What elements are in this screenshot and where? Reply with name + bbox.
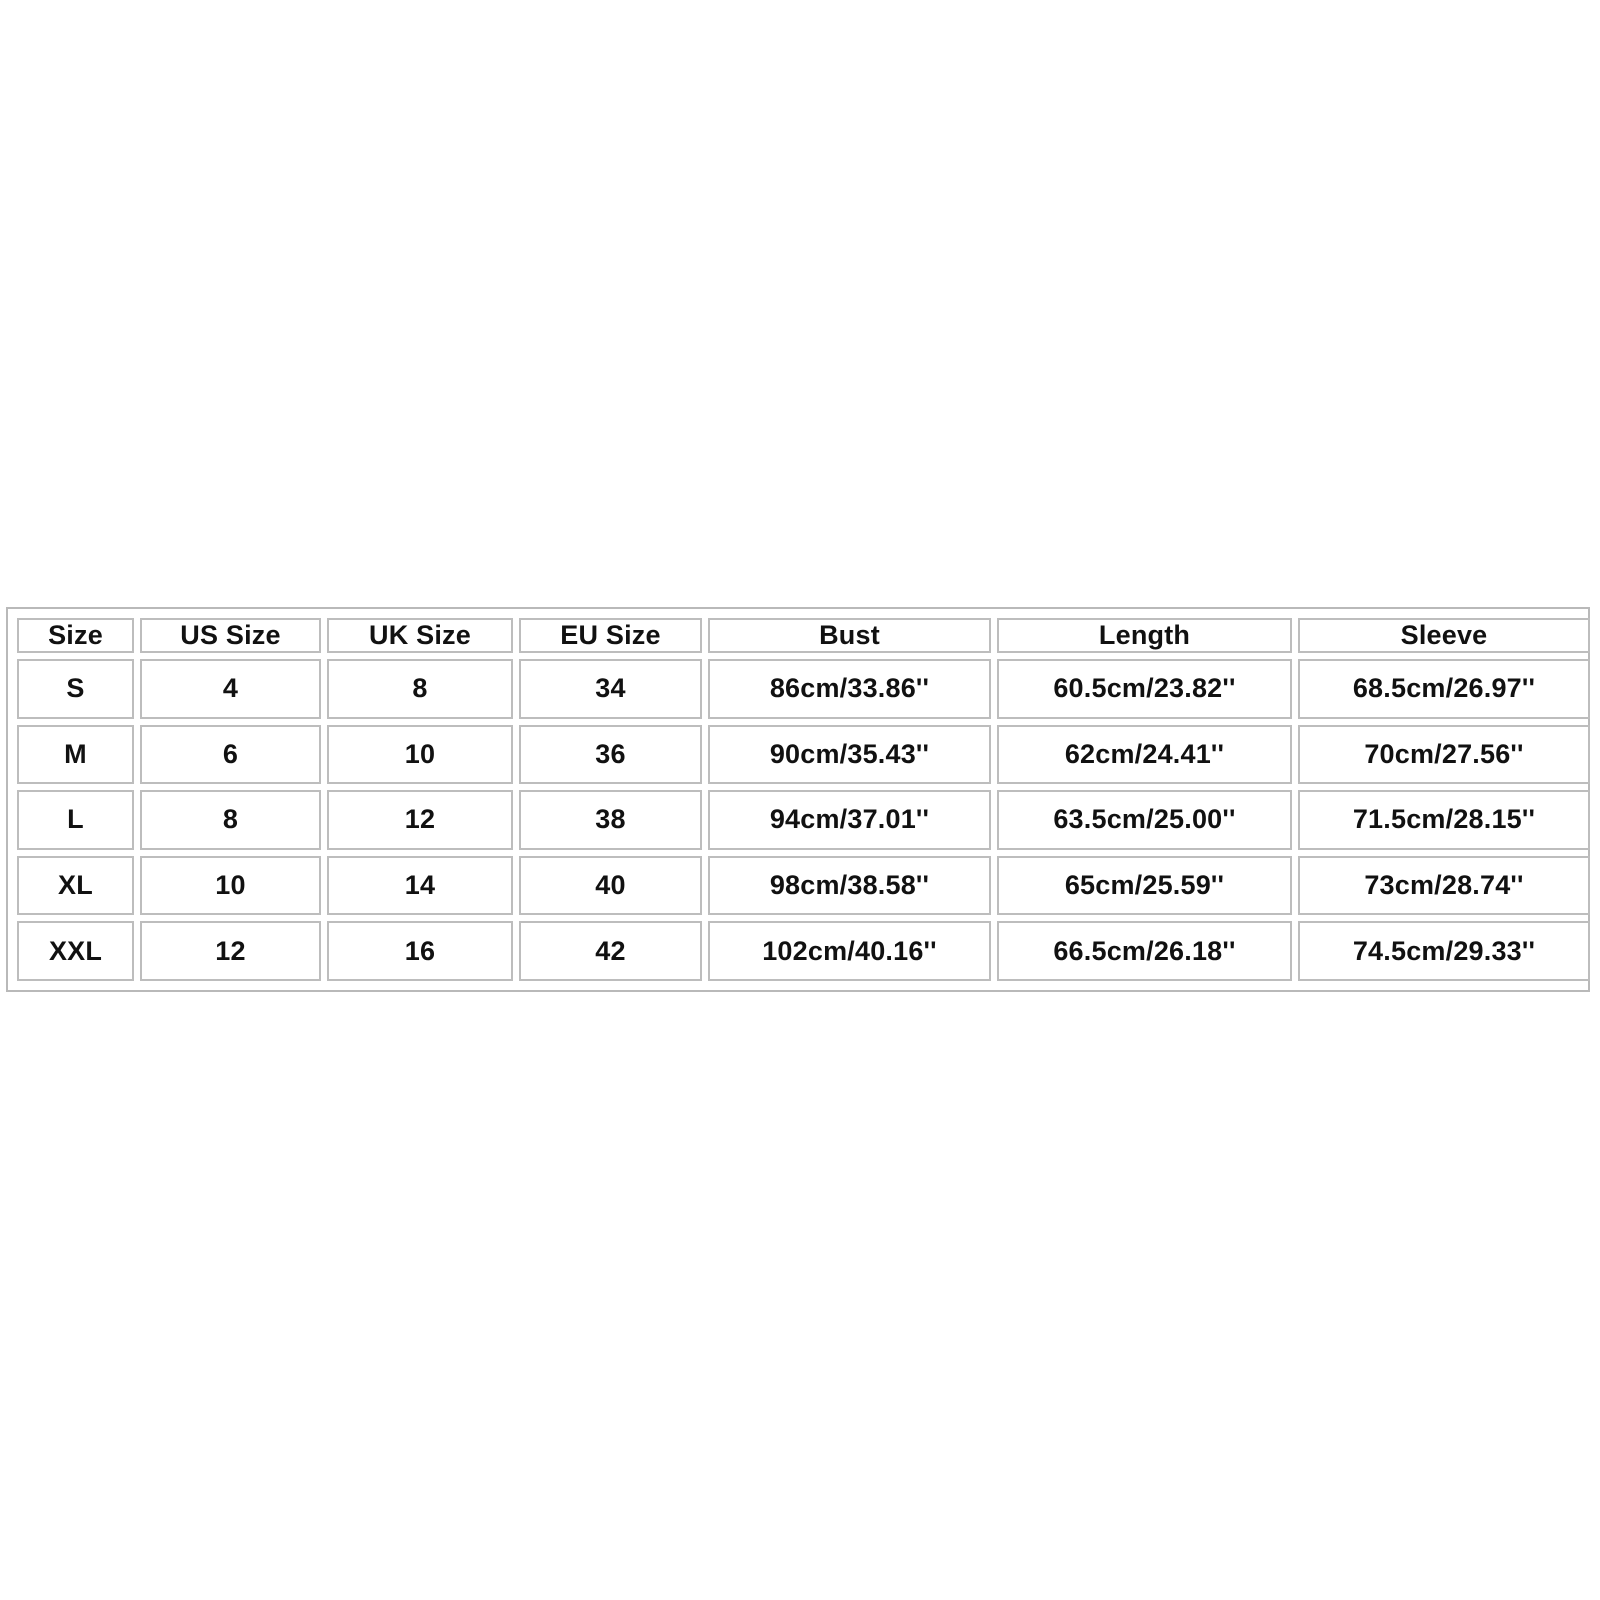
header-size: Size xyxy=(17,618,134,653)
table-row xyxy=(17,921,1590,981)
header-bust: Bust xyxy=(708,618,991,653)
cell-bust: 98cm/38.58'' xyxy=(708,856,991,916)
header-length: Length xyxy=(997,618,1292,653)
cell-uk-size: 14 xyxy=(327,856,513,916)
table-row xyxy=(17,659,1590,719)
cell-us-size: 10 xyxy=(140,856,321,916)
cell-uk-size: 12 xyxy=(327,790,513,850)
cell-length: 65cm/25.59'' xyxy=(997,856,1292,916)
cell-eu-size: 40 xyxy=(519,856,702,916)
cell-us-size: 12 xyxy=(140,921,321,981)
header-row xyxy=(17,618,1590,653)
size-chart xyxy=(6,607,1590,992)
cell-sleeve: 70cm/27.56'' xyxy=(1298,725,1590,785)
cell-eu-size: 38 xyxy=(519,790,702,850)
size-chart-table xyxy=(11,612,1596,987)
cell-bust: 90cm/35.43'' xyxy=(708,725,991,785)
cell-length: 62cm/24.41'' xyxy=(997,725,1292,785)
cell-size: XXL xyxy=(17,921,134,981)
header-eu-size: EU Size xyxy=(519,618,702,653)
cell-length: 60.5cm/23.82'' xyxy=(997,659,1292,719)
cell-uk-size: 16 xyxy=(327,921,513,981)
cell-bust: 94cm/37.01'' xyxy=(708,790,991,850)
table-row xyxy=(17,790,1590,850)
cell-bust: 86cm/33.86'' xyxy=(708,659,991,719)
cell-bust: 102cm/40.16'' xyxy=(708,921,991,981)
cell-sleeve: 71.5cm/28.15'' xyxy=(1298,790,1590,850)
cell-size: L xyxy=(17,790,134,850)
cell-us-size: 4 xyxy=(140,659,321,719)
cell-eu-size: 36 xyxy=(519,725,702,785)
cell-uk-size: 10 xyxy=(327,725,513,785)
cell-size: M xyxy=(17,725,134,785)
cell-size: XL xyxy=(17,856,134,916)
header-uk-size: UK Size xyxy=(327,618,513,653)
header-us-size: US Size xyxy=(140,618,321,653)
cell-length: 66.5cm/26.18'' xyxy=(997,921,1292,981)
header-sleeve: Sleeve xyxy=(1298,618,1590,653)
cell-sleeve: 73cm/28.74'' xyxy=(1298,856,1590,916)
cell-eu-size: 34 xyxy=(519,659,702,719)
table-row xyxy=(17,725,1590,785)
cell-us-size: 8 xyxy=(140,790,321,850)
table-row xyxy=(17,856,1590,916)
cell-uk-size: 8 xyxy=(327,659,513,719)
cell-length: 63.5cm/25.00'' xyxy=(997,790,1292,850)
cell-sleeve: 68.5cm/26.97'' xyxy=(1298,659,1590,719)
cell-size: S xyxy=(17,659,134,719)
cell-sleeve: 74.5cm/29.33'' xyxy=(1298,921,1590,981)
cell-eu-size: 42 xyxy=(519,921,702,981)
cell-us-size: 6 xyxy=(140,725,321,785)
